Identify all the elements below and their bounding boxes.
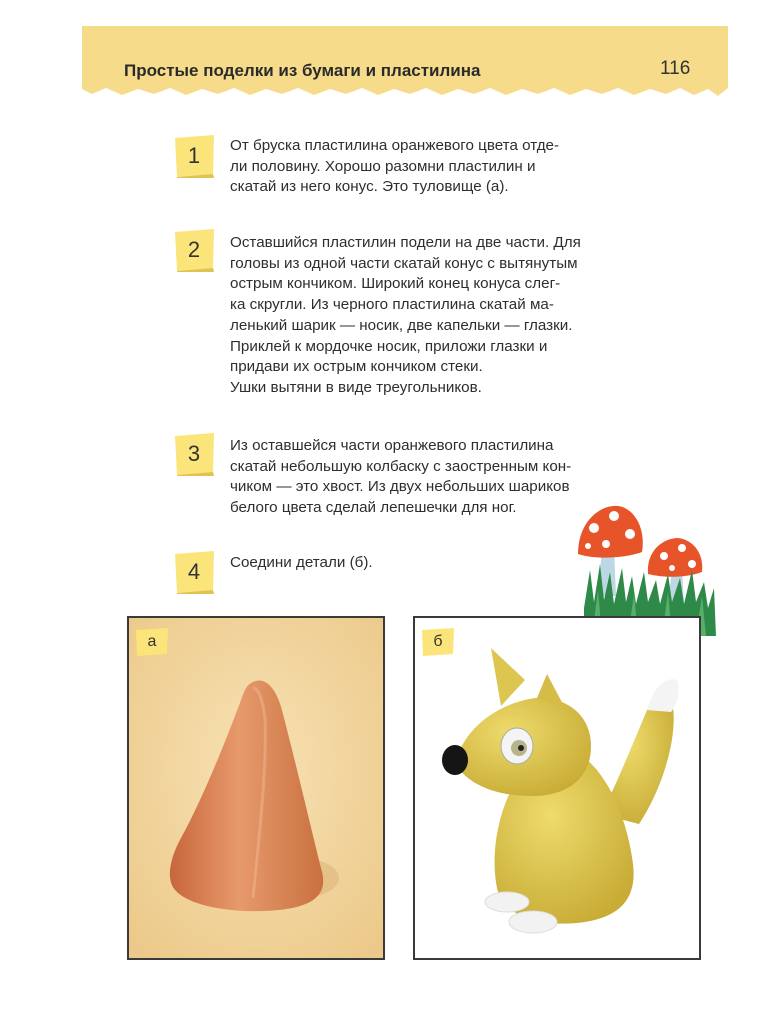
step-2-line: придави их острым кончиком стеки. — [230, 358, 483, 376]
step-1-line: От бруска пластилина оранжевого цвета отде- — [230, 137, 560, 154]
step-4-line: Соедини детали (б). — [230, 554, 373, 571]
step-1-badge — [172, 134, 216, 178]
step-4-badge — [172, 550, 216, 594]
fox-figure-image — [415, 618, 699, 958]
step-2-number: 2 — [187, 237, 201, 262]
photo-b-tag-label: б — [433, 633, 443, 650]
page-number: 116 — [660, 58, 691, 79]
step-1-text — [230, 136, 650, 198]
step-2-line: Приклей к мордочке носик, приложи глазки и — [230, 337, 548, 355]
step-3-line: белого цвета сделай лепешечки для ног. — [230, 499, 517, 517]
cone-image — [129, 618, 383, 958]
step-2-text — [230, 233, 650, 399]
photo-b-tag — [421, 628, 455, 656]
photo-a — [127, 616, 385, 960]
step-2-line: ленький шарик — носик, две капельки — глазки. — [230, 316, 573, 334]
step-3-line: скатай небольшую колбаску с заостренным кон- — [230, 457, 572, 475]
step-4-number: 4 — [187, 559, 201, 584]
photo-b — [413, 616, 701, 960]
step-1-number: 1 — [187, 143, 201, 168]
photo-a-tag-label: а — [147, 633, 157, 650]
step-1-line: скатай из него конус. Это туловище (а). — [230, 178, 509, 196]
step-2-badge — [172, 228, 216, 272]
page-title: Простые поделки из бумаги и пластилина — [124, 61, 481, 80]
step-3-number: 3 — [187, 441, 201, 466]
step-2-line: ка скругли. Из черного пластилина скатай ма- — [230, 296, 554, 314]
step-2-line: Ушки вытяни в виде треугольников. — [230, 378, 482, 396]
step-3-badge — [172, 432, 216, 476]
photo-a-tag — [135, 628, 169, 656]
step-1-line: ли половину. Хорошо разомни пластилин и — [230, 157, 536, 175]
step-3-line: Из оставшейся части оранжевого пластилина — [230, 437, 554, 454]
step-2-line: острым кончиком. Широкий конец конуса слег- — [230, 275, 561, 293]
step-3-line: чиком — это хвост. Из двух небольших шариков — [230, 478, 570, 496]
step-2-line: Оставшийся пластилин подели на две части. Для — [230, 234, 581, 251]
step-2-line: головы из одной части скатай конус с вытянутым — [230, 254, 578, 272]
